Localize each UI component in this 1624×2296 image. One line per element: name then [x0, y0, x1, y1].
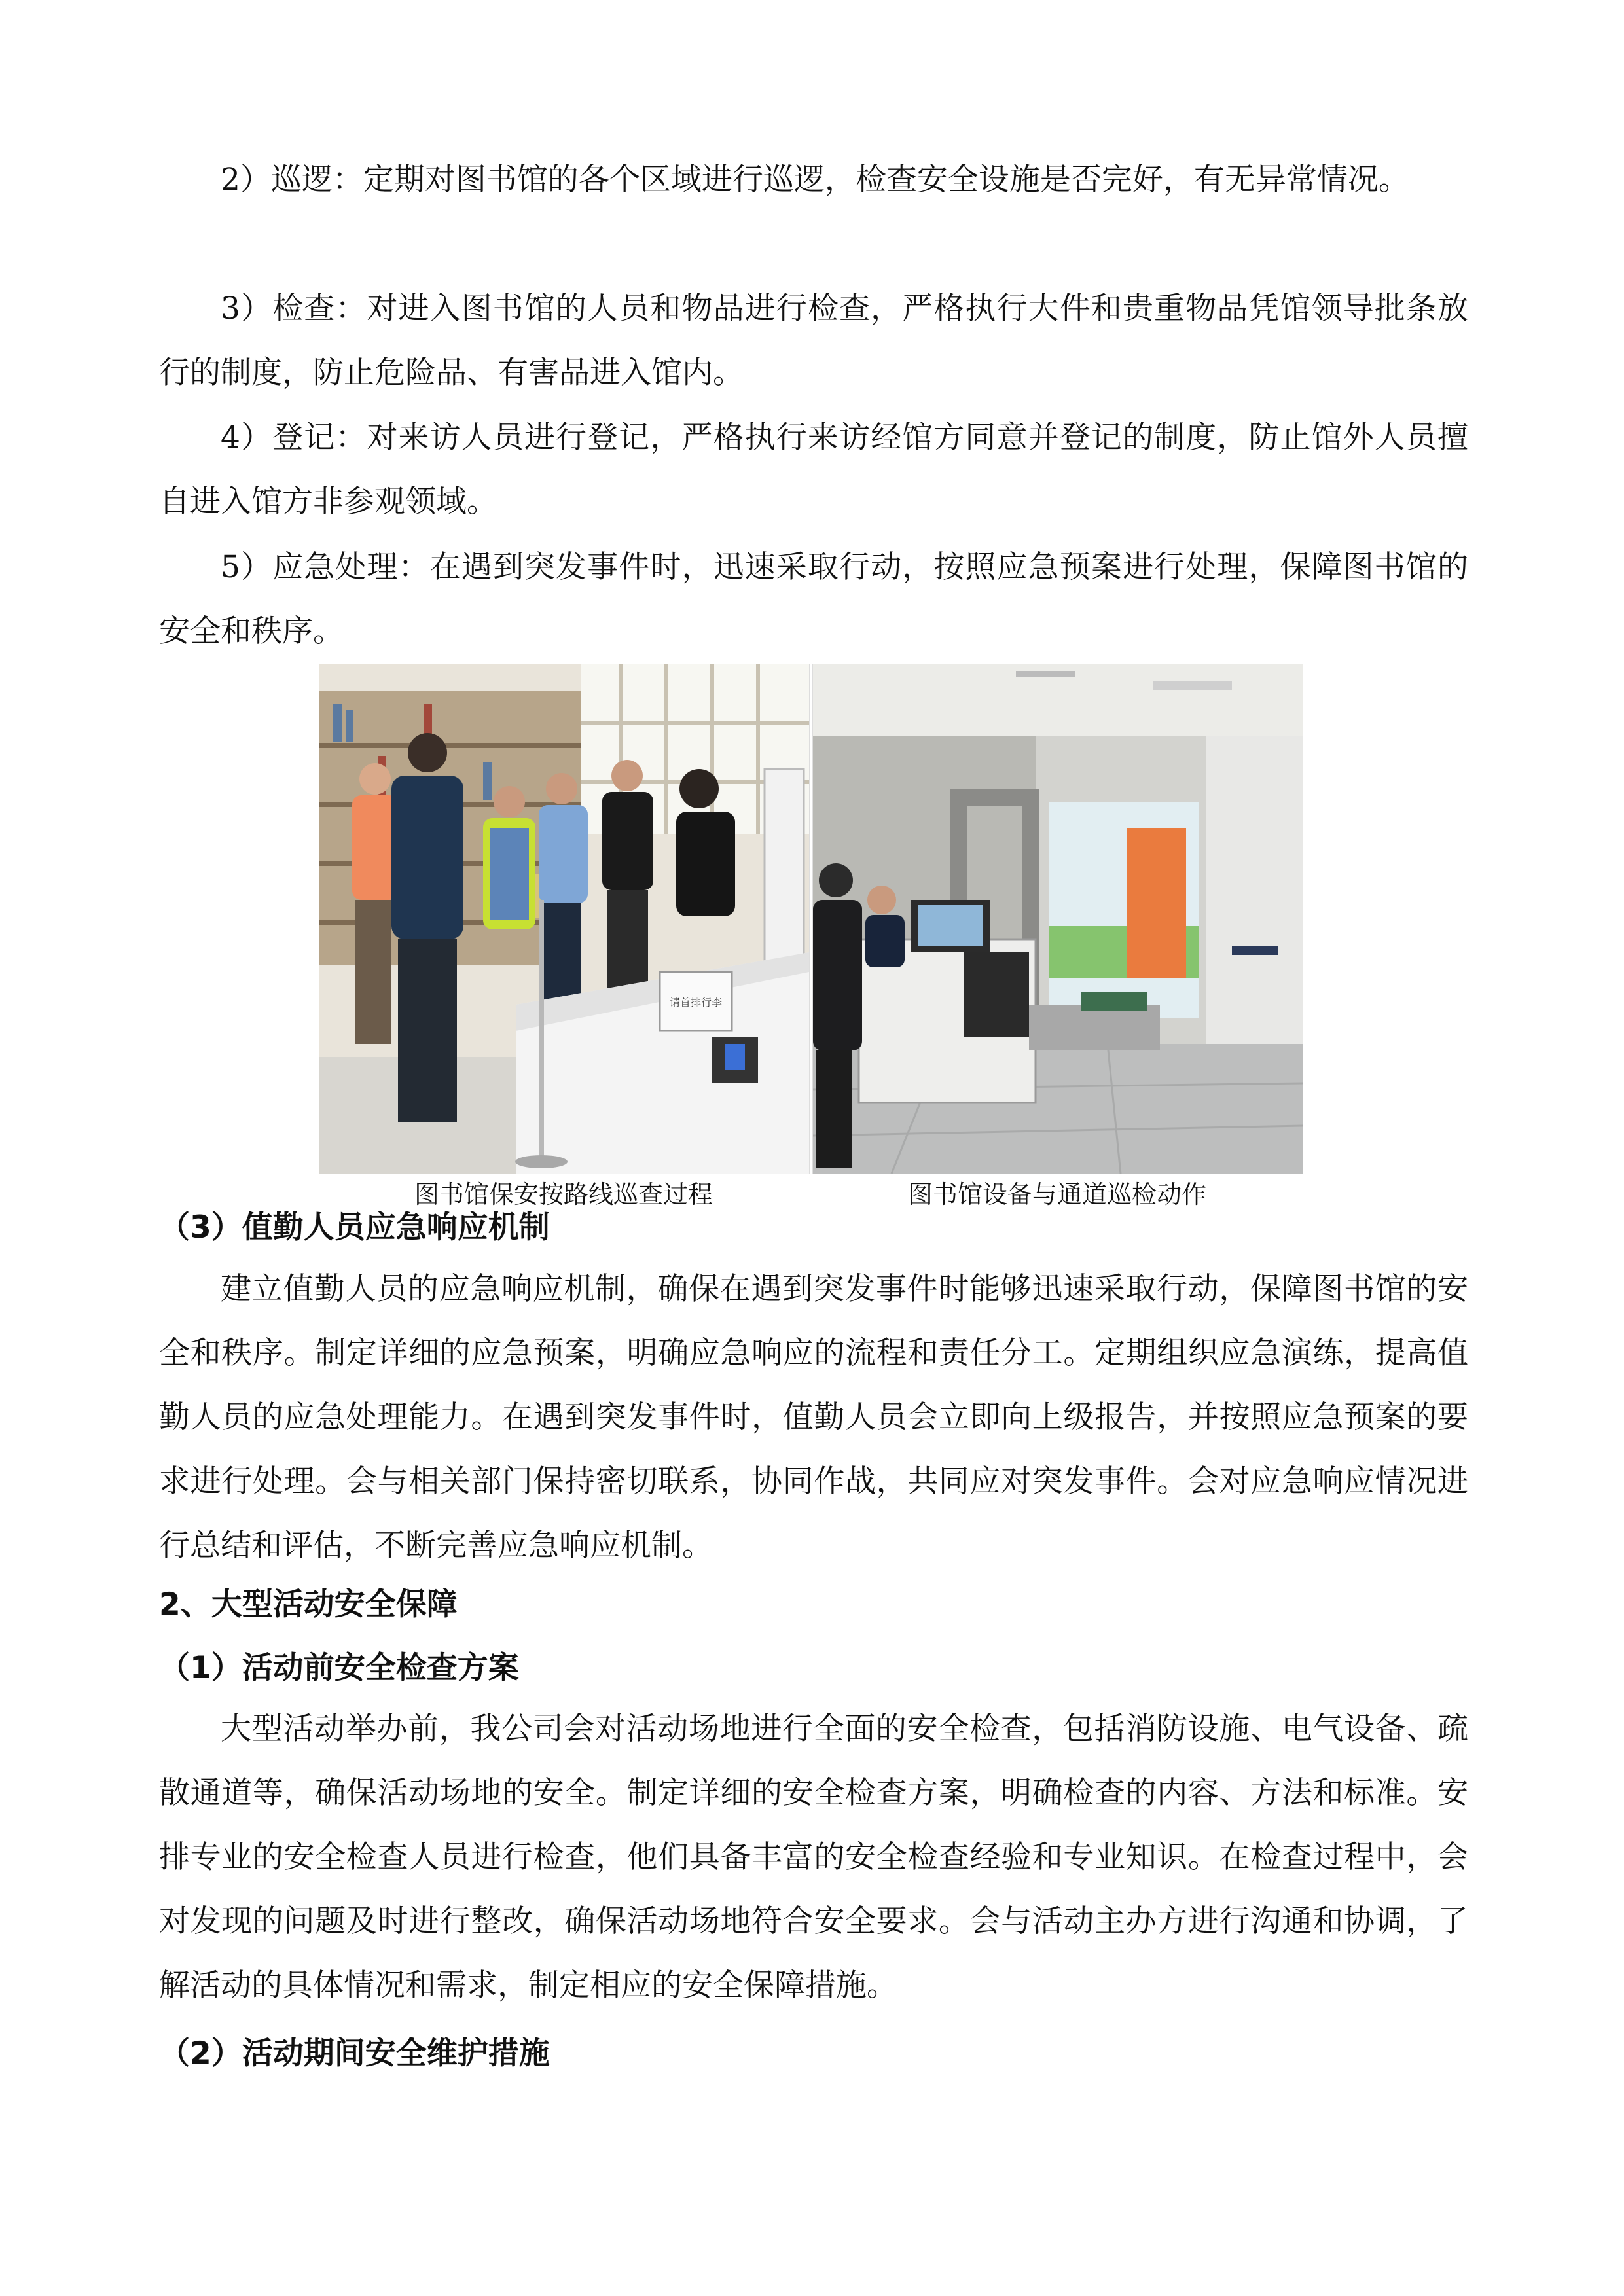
desk-sign-text: 请首排行李 — [669, 996, 723, 1009]
photo-library-patrol-illustration — [319, 664, 809, 1174]
paragraph-emergency-handling: 5）应急处理：在遇到突发事件时，迅速采取行动，按照应急预案进行处理，保障图书馆的安全和秩序。 — [159, 549, 1468, 649]
paragraph-inspection: 3）检查：对进入图书馆的人员和物品进行检查，严格执行大件和贵重物品凭馆领导批条放行的制度，防止危险品、有害品进入馆内。 — [159, 291, 1468, 391]
heading-duty-emergency-mechanism: （3）值勤人员应急响应机制 — [159, 1210, 550, 1246]
caption-equipment-inspection: 图书馆设备与通道巡检动作 — [907, 1180, 1206, 1209]
heading-pre-event-inspection: （1）活动前安全检查方案 — [159, 1650, 519, 1686]
paragraph-pre-event-inspection: 大型活动举办前，我公司会对活动场地进行全面的安全检查，包括消防设施、电气设备、疏散通道等，确保活动场地的安全。制定详细的安全检查方案，明确检查的内容、方法和标准。安排专业的安全检查人员进行检查，他们具备丰富的安全检查经验和专业知识。在检查过程中，会对发现的问题及时进行整改，确保活动场地符合安全要求。会与活动主办方进行沟通和协调，了解活动的具体情况和需求，制定相应的安全保障措施。 — [159, 1711, 1468, 2003]
paragraph-registration: 4）登记：对来访人员进行登记，严格执行来访经馆方同意并登记的制度，防止馆外人员擅自进入馆方非参观领域。 — [159, 420, 1468, 520]
paragraph-duty-emergency-mechanism: 建立值勤人员的应急响应机制，确保在遇到突发事件时能够迅速采取行动，保障图书馆的安全和秩序。制定详细的应急预案，明确应急响应的流程和责任分工。定期组织应急演练，提高值勤人员的应急处理能力。在遇到突发事件时，值勤人员会立即向上级报告，并按照应急预案的要求进行处理。会与相关部门保持密切联系，协同作战，共同应对突发事件。会对应急响应情况进行总结和评估，不断完善应急响应机制。 — [159, 1271, 1468, 1564]
caption-library-patrol: 图书馆保安按路线巡查过程 — [414, 1180, 713, 1209]
heading-large-event-security: 2、大型活动安全保障 — [159, 1587, 458, 1623]
paragraph-patrol: 2）巡逻：定期对图书馆的各个区域进行巡逻，检查安全设施是否完好，有无异常情况。 — [221, 162, 1409, 198]
photo-equipment-inspection — [812, 664, 1303, 1174]
photo-equipment-inspection-illustration — [813, 664, 1303, 1174]
heading-event-security-maintenance: （2）活动期间安全维护措施 — [159, 2036, 550, 2072]
photo-library-patrol — [319, 664, 810, 1174]
